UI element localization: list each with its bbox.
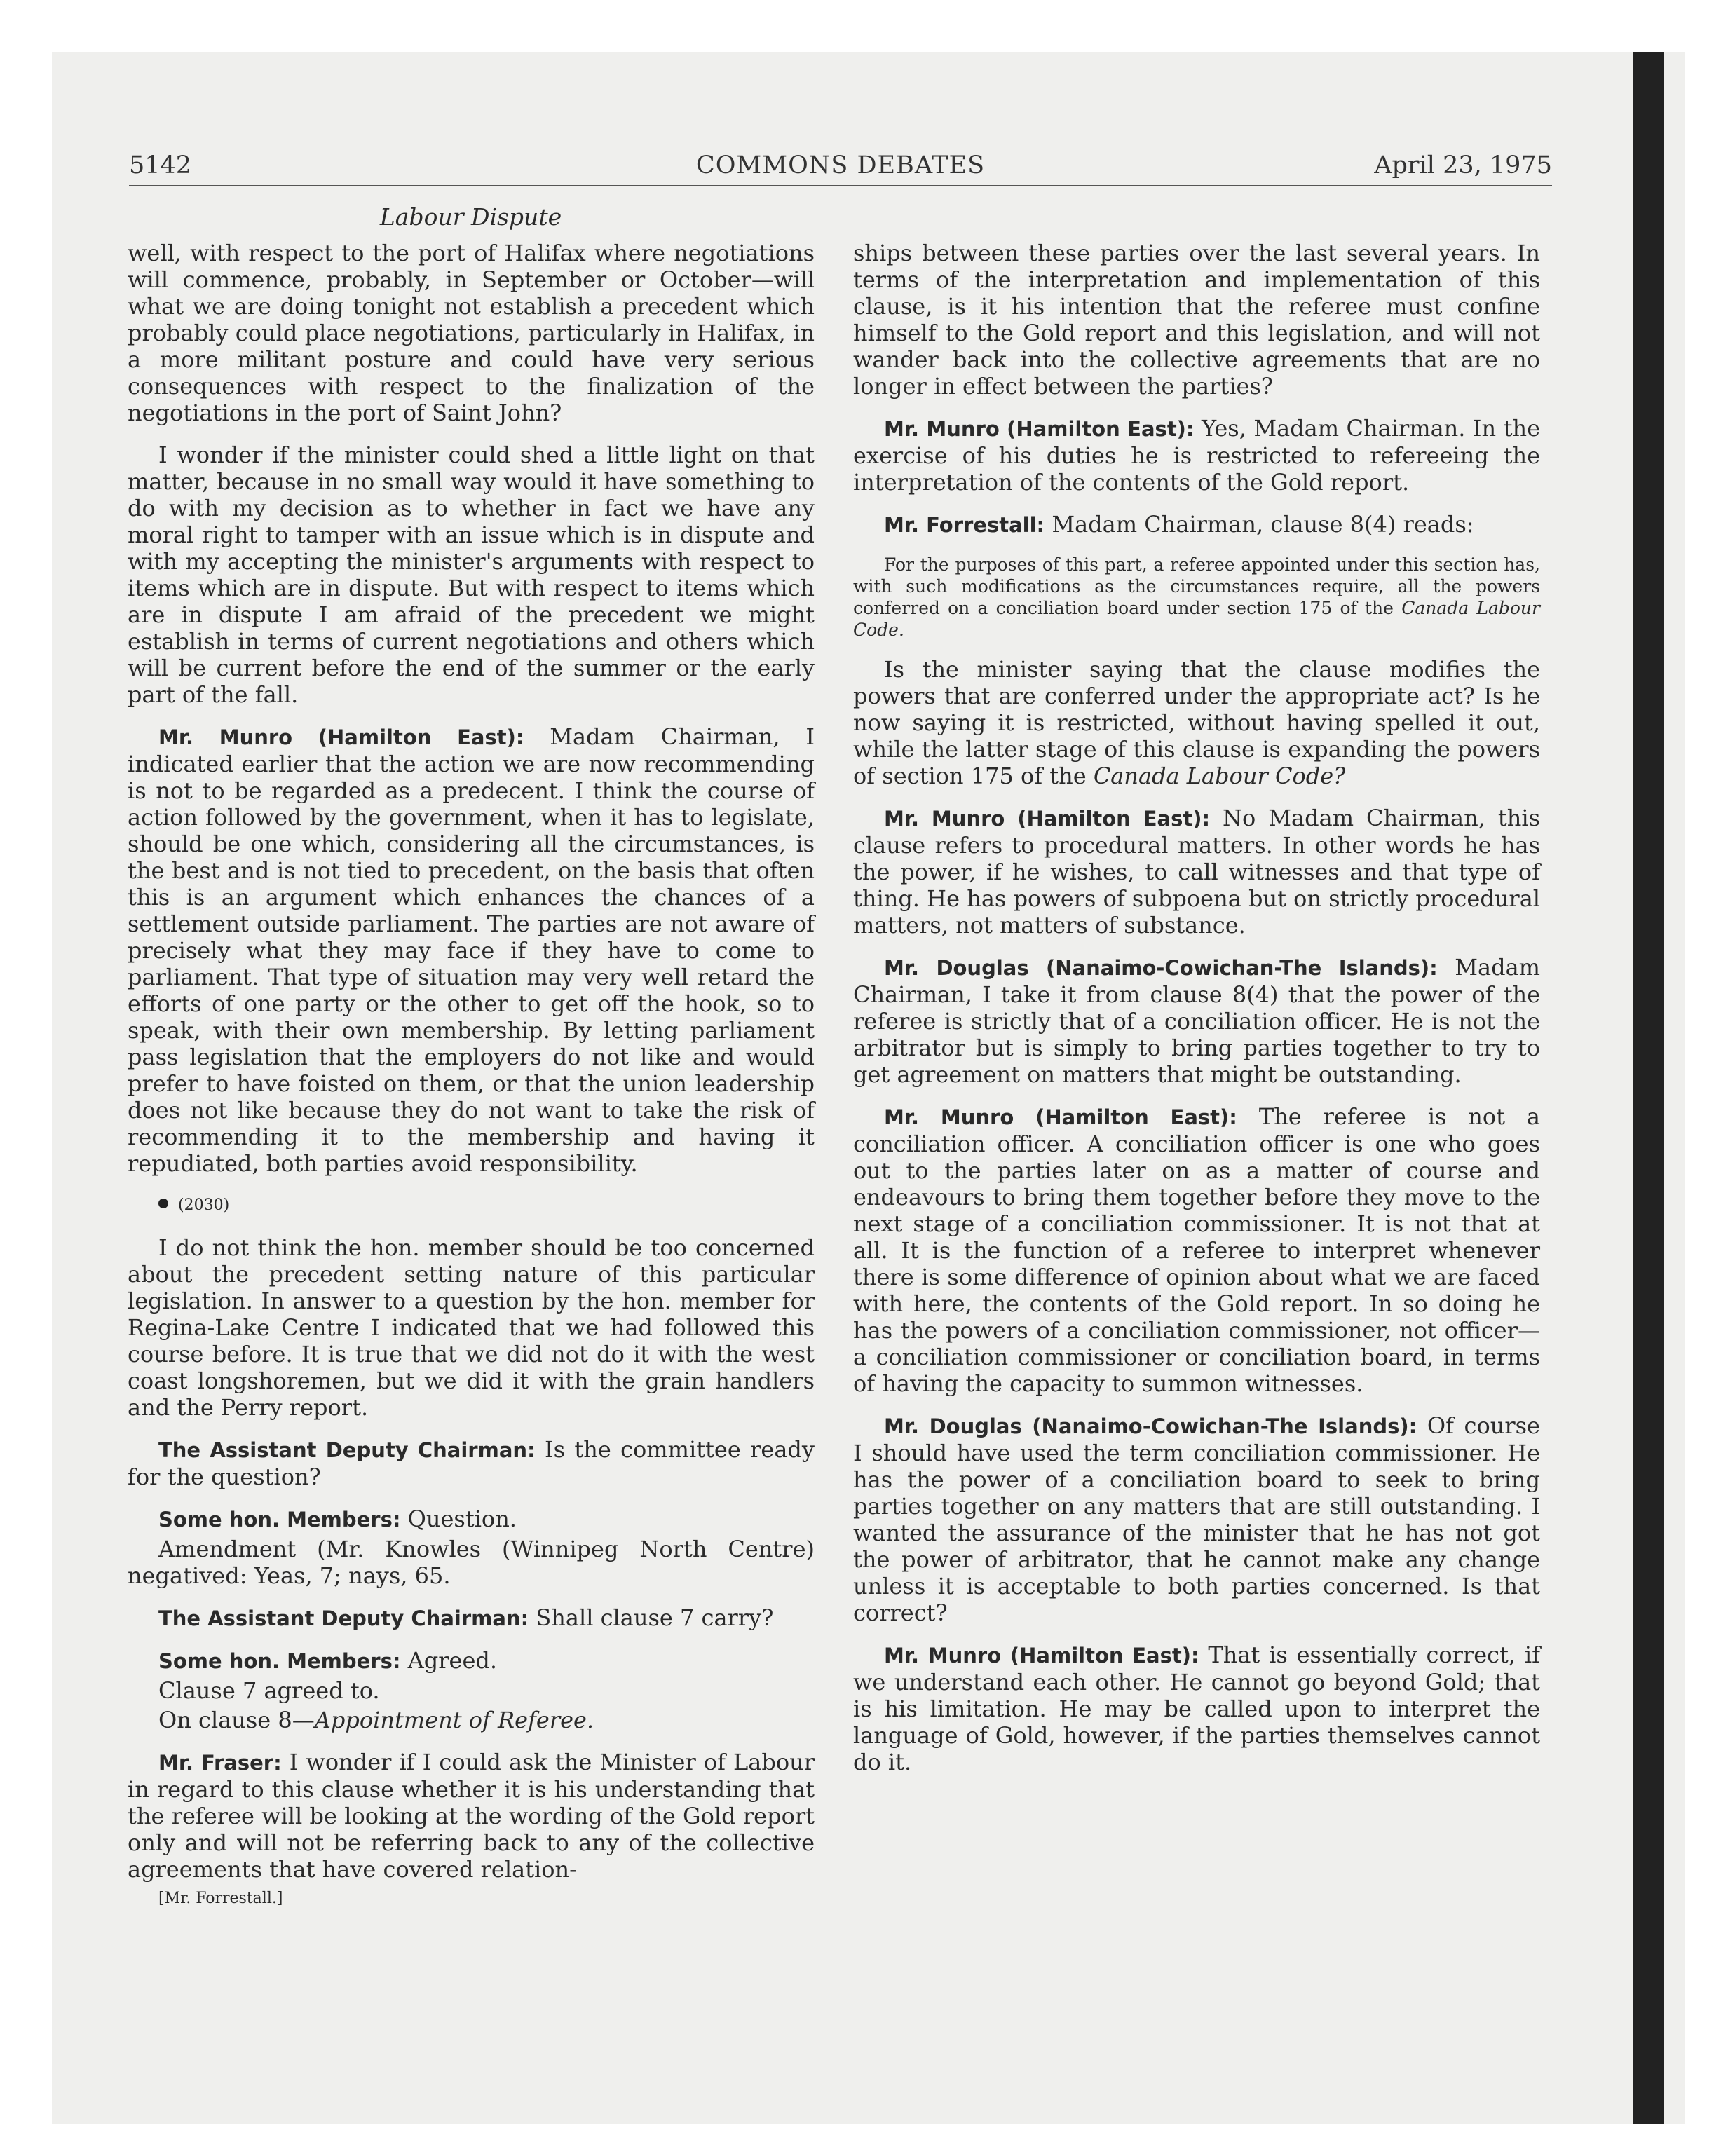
- speech: [853, 954, 1540, 1088]
- speech-text: Agreed.: [400, 1647, 498, 1674]
- section-heading: Labour Dispute: [379, 203, 562, 231]
- speech: [128, 1436, 815, 1490]
- speech: [128, 1506, 815, 1533]
- speech: [128, 1749, 815, 1883]
- paragraph: I wonder if the minister could shed a little light on that matter, because in no small way would it have something to do with my decision as to whether in fact we have any moral right to tamper with an issue which is in dispute and with my accepting the minister's arguments with respect to items which are in dispute. But with respect to items which are in dispute I am afraid of the precedent we might establish in terms of current negotiations and others which will be current before the end of the summer or the early part of the fall.: [128, 442, 815, 708]
- speech-text: Madam Chairman, I take it from clause 8(4) that the power of the referee is strictly that of a conciliation officer. He is not the arbitrator but is simply to bring parties together to try to get agreement on matters that might be outstanding.: [853, 954, 1540, 1088]
- page-header: [129, 151, 1552, 186]
- speaker: Mr. Fraser:: [158, 1751, 282, 1775]
- speech: [853, 511, 1540, 538]
- footer-speaker-note: [Mr. Forrestall.]: [158, 1890, 283, 1907]
- speech: [853, 805, 1540, 939]
- block-quote: For the purposes of this part, a referee appointed under this section has, with such modifications as the circumstances require, all the powers conferred on a conciliation board under section 175 of the Canada Labour Code.: [853, 554, 1540, 640]
- speaker: Mr. Douglas (Nanaimo-Cowichan-The Islands):: [884, 1414, 1417, 1438]
- speaker: Some hon. Members:: [158, 1508, 401, 1531]
- speech: [128, 1647, 815, 1674]
- page-number: 5142: [129, 151, 192, 179]
- speaker: Mr. Munro (Hamilton East):: [884, 1105, 1237, 1129]
- speech: [128, 1604, 815, 1632]
- speech-text: That is essentially correct, if we understand each other. He cannot go beyond Gold; that is his limitation. He may be called upon to interpret the language of Gold, however, if the parties themselves cannot do it.: [853, 1642, 1541, 1775]
- paragraph: well, with respect to the port of Halifax where negotiations will commence, probably, in September or October—will what we are doing tonight not establish a precedent which probably could place negotiations, particularly in Halifax, in a more militant posture and could have very serious consequences with respect to the finalization of the negotiations in the port of Saint John?: [128, 240, 815, 426]
- speaker: The Assistant Deputy Chairman:: [158, 1438, 536, 1462]
- speaker: Mr. Munro (Hamilton East):: [884, 1644, 1199, 1667]
- speech: [128, 723, 815, 1177]
- speech: [853, 1103, 1540, 1397]
- speaker: Mr. Munro (Hamilton East):: [884, 417, 1195, 441]
- time-marker: [128, 1192, 815, 1219]
- speech-text: The referee is not a conciliation officer. A conciliation officer is one who goes out to the parties later on as a matter of course and endeavours to bring them together before they move to the next stage of a conciliation commissioner. It is not that at all. It is the function of a referee to interpret whenever there is some difference of opinion about what we are faced with here, the contents of the Gold report. In so doing he has the powers of a conciliation commissioner, not officer—a conciliation commissioner or conciliation board, in terms of having the capacity to summon witnesses.: [853, 1103, 1541, 1397]
- speaker: Some hon. Members:: [158, 1649, 401, 1673]
- speech-text: No Madam Chairman, this clause refers to procedural matters. In other words he has the power, if he wishes, to call witnesses and that type of thing. He has powers of subpoena but on strictly procedural matters, not matters of substance.: [853, 805, 1540, 939]
- time-text: (2030): [178, 1196, 230, 1214]
- paragraph: Clause 7 agreed to.: [158, 1677, 380, 1704]
- speech-text: Madam Chairman, clause 8(4) reads:: [1045, 511, 1474, 538]
- speech-text: Is the committee ready for the question?: [128, 1436, 815, 1490]
- speech-text: Shall clause 7 carry?: [529, 1604, 774, 1631]
- speech: [853, 1412, 1540, 1626]
- bullet-icon: [158, 1199, 168, 1208]
- speaker: Mr. Douglas (Nanaimo-Cowichan-The Islands):: [884, 956, 1438, 980]
- speech: [853, 1642, 1540, 1775]
- speaker: The Assistant Deputy Chairman:: [158, 1606, 529, 1630]
- clause-heading: On clause 8—Appointment of Referee.: [158, 1707, 594, 1733]
- paragraph: Is the minister saying that the clause modifies the powers that are conferred under the appropriate act? Is he now saying it is restricted, without having spelled it out, while the latter stage of this clause is expanding the powers of section 175 of the Canada Labour Code?: [853, 656, 1540, 789]
- speech: [853, 415, 1540, 496]
- speech-text: Question.: [400, 1506, 517, 1532]
- speech-text: Of course I should have used the term conciliation commissioner. He has the power of a conciliation board to seek to bring parties together on any matters that are still outstanding. I wanted the assurance of the minister that he has not got the power of arbitrator, that he cannot make any change unless it is acceptable to both parties concerned. Is that correct?: [853, 1412, 1540, 1626]
- scan-edge-bar: [1633, 52, 1664, 2124]
- page-date: April 23, 1975: [1374, 151, 1552, 179]
- left-column: [128, 240, 815, 1928]
- speaker: Mr. Forrestall:: [884, 513, 1045, 537]
- speaker: Mr. Munro (Hamilton East):: [158, 725, 524, 749]
- speech-text: Madam Chairman, I indicated earlier that the action we are now recommending is not to be regarded as a predecent. I think the course of action followed by the government, when it has to legislate, should be one which, considering all the circumstances, is the best and is not tied to precedent, on the basis that often this is an argument which enhances the chances of a settlement outside parliament. The parties are not aware of precisely what they may face if they have to come to parliament. That type of situation may very well retard the efforts of one party or the other to get off the hook, so to speak, with their own membership. By letting parliament pass legislation that the employers do not like and would prefer to have foisted on them, or that the union leadership does not like because they do not want to take the risk of recommending it to the membership and having it repudiated, both parties avoid responsibility.: [128, 723, 815, 1177]
- speech-text: I wonder if I could ask the Minister of Labour in regard to this clause whether it is his understanding that the referee will be looking at the wording of the Gold report only and will not be referring back to any of the collective agreements that have covered relation-: [128, 1749, 815, 1883]
- paragraph: Amendment (Mr. Knowles (Winnipeg North Centre) negatived: Yeas, 7; nays, 65.: [128, 1536, 815, 1589]
- speech-text: Yes, Madam Chairman. In the exercise of his duties he is restricted to refereeing the interpretation of the contents of the Gold report.: [853, 415, 1541, 496]
- speaker: Mr. Munro (Hamilton East):: [884, 807, 1211, 831]
- right-column: [853, 240, 1540, 1791]
- publication-title: COMMONS DEBATES: [695, 151, 986, 179]
- paragraph: I do not think the hon. member should be too concerned about the precedent setting nature of this particular legislation. In answer to a question by the hon. member for Regina-Lake Centre I indicated that we had followed this course before. It is true that we did not do it with the west coast longshoremen, but we did it with the grain handlers and the Perry report.: [128, 1234, 815, 1421]
- paragraph: ships between these parties over the last several years. In terms of the interpretation and implementation of this clause, is it his intention that the referee must confine himself to the Gold report and this legislation, and will not wander back into the collective agreements that are no longer in effect between the parties?: [853, 240, 1540, 400]
